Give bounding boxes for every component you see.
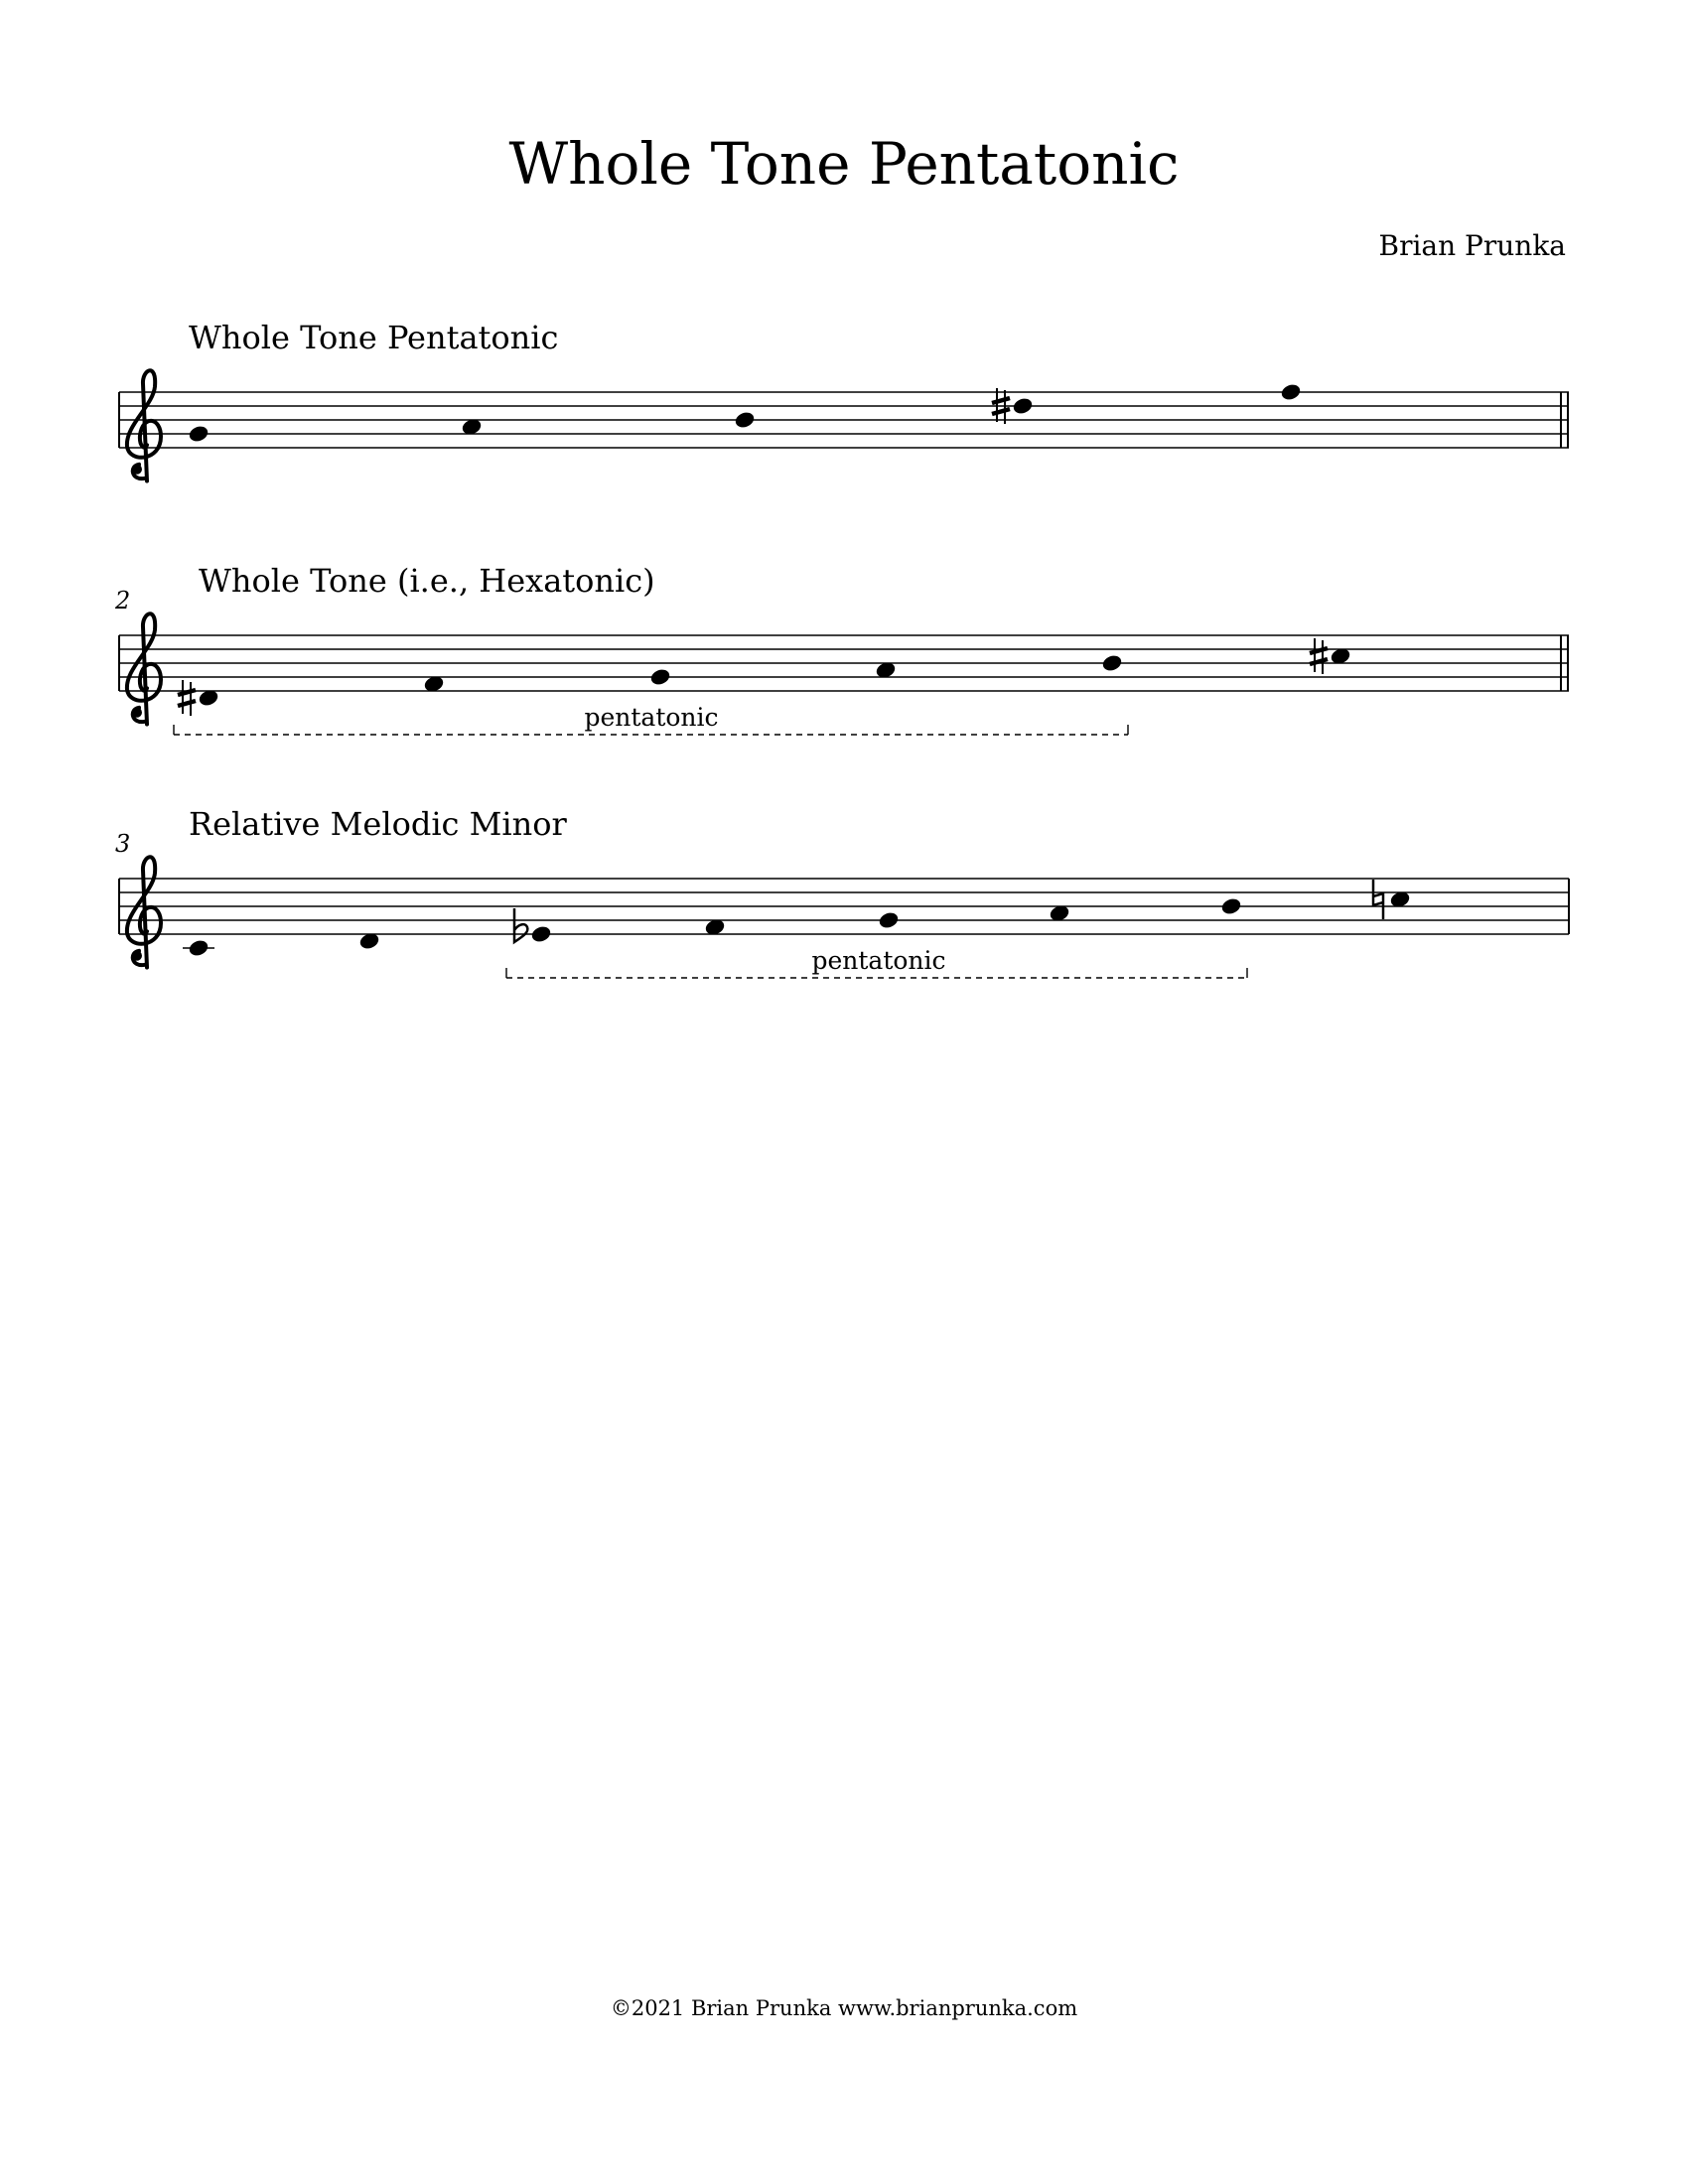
note	[1101, 653, 1124, 673]
rehearsal-mark: Whole Tone Pentatonic	[189, 319, 559, 356]
copyright-footer: ©2021 Brian Prunka www.brianprunka.com	[610, 1996, 1078, 2020]
note	[878, 910, 901, 930]
note	[188, 424, 211, 444]
staff-notation	[0, 541, 1688, 759]
note	[1220, 896, 1243, 916]
notehead	[1220, 896, 1243, 916]
natural-icon	[1373, 880, 1383, 919]
note	[649, 667, 672, 687]
notehead	[530, 924, 553, 944]
notehead	[1280, 382, 1303, 402]
rehearsal-mark: Relative Melodic Minor	[189, 805, 567, 843]
notehead	[188, 424, 211, 444]
notehead	[649, 667, 672, 687]
note	[1310, 638, 1351, 674]
composer-name: Brian Prunka	[1378, 229, 1566, 262]
notehead	[878, 910, 901, 930]
staff	[119, 370, 1569, 480]
note	[178, 680, 219, 716]
note	[514, 908, 552, 944]
staff-system-3	[0, 784, 1688, 1003]
note	[1373, 880, 1411, 919]
note	[183, 938, 214, 958]
rehearsal-mark: Whole Tone (i.e., Hexatonic)	[199, 562, 655, 600]
notehead	[1101, 653, 1124, 673]
bracket-label: pentatonic	[584, 703, 719, 732]
measure-number: 2	[115, 587, 131, 614]
bracket-label: pentatonic	[811, 946, 946, 975]
flat-icon	[514, 908, 527, 942]
note	[734, 410, 757, 430]
treble-clef-icon	[127, 614, 161, 724]
staff-notation	[0, 298, 1688, 486]
staff-system-2	[0, 541, 1688, 759]
staff-system-1	[0, 298, 1688, 486]
notehead	[734, 410, 757, 430]
staff	[119, 614, 1569, 724]
page-title: Whole Tone Pentatonic	[508, 130, 1180, 198]
treble-clef-icon	[127, 857, 161, 967]
treble-clef-icon	[127, 370, 161, 480]
notehead	[1012, 396, 1035, 416]
note	[1280, 382, 1303, 402]
measure-number: 3	[115, 830, 131, 858]
